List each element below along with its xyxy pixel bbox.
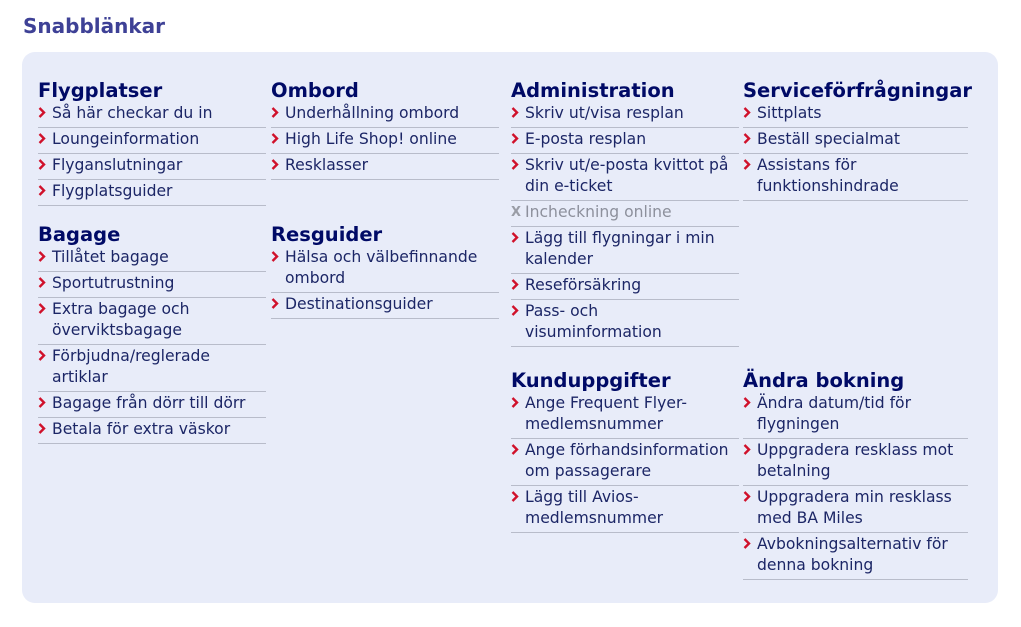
link-uppgradera-ba-miles[interactable] [743,486,968,533]
section-ombord [271,78,499,180]
link-label[interactable]: Skriv ut/e-posta kvittot på din e-ticket [525,156,729,195]
chevron-right-icon [743,103,757,124]
link-label[interactable]: Flyganslutningar [52,156,183,174]
link-label[interactable]: Sittplats [757,104,822,122]
link-extra-bagage[interactable] [38,298,266,345]
link-label[interactable]: Sportutrustning [52,274,175,292]
chevron-right-icon [511,228,525,249]
quick-links-panel [22,52,998,603]
link-label[interactable]: Hälsa och välbefinnande ombord [285,248,478,287]
link-label[interactable]: High Life Shop! online [285,130,457,148]
chevron-right-icon [511,487,525,508]
section-bagage [38,222,266,444]
link-label[interactable]: Flygplatsguider [52,182,173,200]
section-kunduppgifter [511,368,739,533]
link-e-posta-resplan[interactable] [511,128,739,154]
link-label[interactable]: Uppgradera resklass mot betalning [757,441,954,480]
chevron-right-icon [38,103,52,124]
link-avios-medlemsnummer[interactable] [511,486,739,533]
link-bagage-dorr-till-dorr[interactable] [38,392,266,418]
chevron-right-icon [743,534,757,555]
link-label[interactable]: Uppgradera min resklass med BA Miles [757,488,952,527]
chevron-right-icon [511,301,525,322]
chevron-right-icon [511,440,525,461]
chevron-right-icon [38,181,52,202]
link-label[interactable]: Så här checkar du in [52,104,213,122]
link-betala-extra-vaskor[interactable] [38,418,266,444]
link-label[interactable]: Lägg till flygningar i min kalender [525,229,715,268]
link-uppgradera-betalning[interactable] [743,439,968,486]
link-incheckning-online-disabled [511,201,739,227]
chevron-right-icon [271,294,285,315]
chevron-right-icon [38,273,52,294]
section-flygplatser [38,78,266,206]
link-bestall-specialmat[interactable] [743,128,968,154]
link-forbjudna-artiklar[interactable] [38,345,266,392]
section-resguider [271,222,499,319]
link-label[interactable]: Reseförsäkring [525,276,642,294]
link-label[interactable]: Bagage från dörr till dörr [52,394,246,412]
link-label[interactable]: Resklasser [285,156,369,174]
page-title: Snabblänkar [23,14,166,38]
section-heading-serviceforfragningar: Serviceförfrågningar [743,79,972,102]
link-label[interactable]: Skriv ut/visa resplan [525,104,684,122]
section-andra-bokning [743,368,968,580]
chevron-right-icon [511,103,525,124]
link-label: Incheckning online [525,203,672,221]
section-heading-kunduppgifter: Kunduppgifter [511,369,671,392]
link-label[interactable]: Underhållning ombord [285,104,460,122]
chevron-right-icon [38,299,52,320]
link-resklasser[interactable] [271,154,499,180]
chevron-right-icon [38,155,52,176]
link-label[interactable]: Lägg till Avios-medlemsnummer [525,488,664,527]
chevron-right-icon [743,129,757,150]
chevron-right-icon [511,129,525,150]
chevron-right-icon [743,487,757,508]
link-assistans[interactable] [743,154,968,201]
link-label[interactable]: Ange förhandsinformation om passagerare [525,441,729,480]
link-forhandsinformation[interactable] [511,439,739,486]
link-loungeinformation[interactable] [38,128,266,154]
link-avbokningsalternativ[interactable] [743,533,968,580]
link-sportutrustning[interactable] [38,272,266,298]
chevron-right-icon [271,155,285,176]
link-label[interactable]: Destinationsguider [285,295,433,313]
section-heading-andra-bokning: Ändra bokning [743,369,905,392]
link-label[interactable]: Ändra datum/tid för flygningen [757,394,912,433]
section-heading-bagage: Bagage [38,223,121,246]
chevron-right-icon [511,393,525,414]
chevron-right-icon [743,155,757,176]
chevron-right-icon [511,155,525,176]
section-administration [511,78,739,347]
link-label[interactable]: E-posta resplan [525,130,647,148]
link-label[interactable]: Ange Frequent Flyer-medlemsnummer [525,394,687,433]
chevron-right-icon [38,247,52,268]
link-label[interactable]: Beställ specialmat [757,130,900,148]
chevron-right-icon [38,129,52,150]
chevron-right-icon [271,129,285,150]
link-high-life-shop[interactable] [271,128,499,154]
link-underhallning-ombord[interactable] [271,102,499,128]
section-heading-resguider: Resguider [271,223,383,246]
section-heading-ombord: Ombord [271,79,359,102]
link-label[interactable]: Loungeinformation [52,130,200,148]
link-destinationsguider[interactable] [271,293,499,319]
link-label[interactable]: Betala för extra väskor [52,420,231,438]
link-sa-har-checkar-du-in[interactable] [38,102,266,128]
link-reseforsakring[interactable] [511,274,739,300]
chevron-right-icon [271,103,285,124]
chevron-right-icon [743,393,757,414]
link-skriv-ut-visa-resplan[interactable] [511,102,739,128]
chevron-right-icon [271,247,285,268]
section-heading-administration: Administration [511,79,675,102]
link-label[interactable]: Tillåtet bagage [52,248,169,266]
section-heading-flygplatser: Flygplatser [38,79,163,102]
link-sittplats[interactable] [743,102,968,128]
chevron-right-icon [38,393,52,414]
link-label[interactable]: Förbjudna/reglerade artiklar [52,347,211,386]
link-lagg-till-kalender[interactable] [511,227,739,274]
link-flygplatsguider[interactable] [38,180,266,206]
link-pass-och-visum[interactable] [511,300,739,347]
link-label[interactable]: Pass- och visuminformation [525,302,662,341]
link-tillatet-bagage[interactable] [38,246,266,272]
link-skriv-ut-kvitto[interactable] [511,154,739,201]
section-serviceforfragningar [743,78,977,201]
chevron-right-icon [743,440,757,461]
link-flyganslutningar[interactable] [38,154,266,180]
link-andra-datum-tid[interactable] [743,392,968,439]
x-mark-icon: X [511,205,522,220]
link-label[interactable]: Avbokningsalternativ för denna bokning [757,535,948,574]
link-halsa-och-valbefinnande[interactable] [271,246,499,293]
chevron-right-icon [38,419,52,440]
link-frequent-flyer[interactable] [511,392,739,439]
chevron-right-icon [511,275,525,296]
link-label[interactable]: Extra bagage och överviktsbagage [52,300,190,339]
link-label[interactable]: Assistans för funktionshindrade [757,156,899,195]
chevron-right-icon [38,346,52,367]
